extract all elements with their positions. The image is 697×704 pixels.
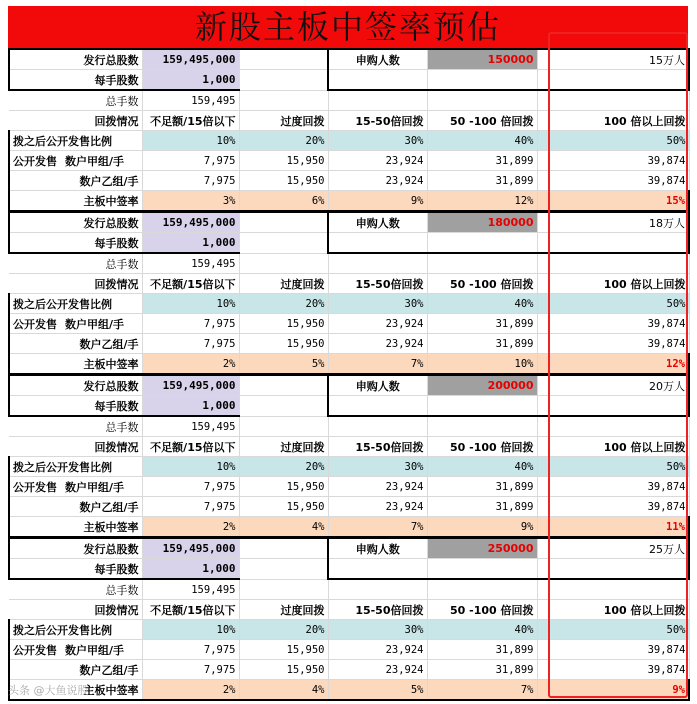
cell[interactable]: 7,975	[142, 151, 239, 171]
cell[interactable]: 39,874	[537, 314, 689, 334]
label-win-rate: 主板中签率	[9, 517, 142, 538]
cell[interactable]	[427, 396, 537, 417]
cell[interactable]	[239, 396, 328, 417]
cell[interactable]: 20%	[239, 620, 328, 640]
column-header: 不足额/15倍以下	[142, 600, 239, 620]
cell[interactable]: 39,874	[537, 640, 689, 660]
cell[interactable]	[427, 90, 537, 111]
cell[interactable]	[328, 559, 427, 580]
cell[interactable]: 31,899	[427, 660, 537, 680]
label-per-lot: 每手股数	[9, 396, 142, 417]
cell[interactable]: 7,975	[142, 660, 239, 680]
label-group-a	[9, 640, 142, 660]
label-win-rate: 主板中签率	[9, 354, 142, 375]
column-header: 不足额/15倍以下	[142, 111, 239, 131]
win-rate-cell[interactable]: 12%	[427, 191, 537, 212]
cell[interactable]: 15,950	[239, 151, 328, 171]
cell[interactable]	[239, 233, 328, 254]
cell[interactable]: 30%	[328, 620, 427, 640]
cell[interactable]	[328, 396, 427, 417]
win-rate-cell[interactable]: 10%	[427, 354, 537, 375]
label-total-lots: 总手数	[9, 416, 142, 437]
cell[interactable]: 39,874	[537, 660, 689, 680]
label-group-b: 数户乙组/手	[9, 497, 142, 517]
cell[interactable]: 31,899	[427, 497, 537, 517]
cell[interactable]: 23,924	[328, 660, 427, 680]
win-rate-cell[interactable]: 4%	[239, 517, 328, 538]
label-clawback: 回拨情况	[9, 274, 142, 294]
cell[interactable]: 40%	[427, 294, 537, 314]
per-lot-value[interactable]: 1,000	[142, 70, 239, 91]
column-header: 50 -100 倍回拨	[427, 274, 537, 294]
total-lots-value[interactable]: 159,495	[142, 253, 239, 274]
cell[interactable]: 31,899	[427, 334, 537, 354]
cell[interactable]: 50%	[537, 457, 689, 477]
label-applicants: 申购人数	[328, 375, 427, 396]
win-rate-cell[interactable]: 7%	[328, 517, 427, 538]
cell[interactable]: 20%	[239, 131, 328, 151]
label-per-lot: 每手股数	[9, 70, 142, 91]
label-post-ratio: 拨之后公开发售比例	[9, 294, 142, 314]
cell[interactable]	[427, 416, 537, 437]
total-shares-value[interactable]: 159,495,000	[142, 538, 239, 559]
label-public-offer: 公开发售	[13, 317, 57, 331]
total-shares-value[interactable]: 159,495,000	[142, 375, 239, 396]
cell[interactable]: 10%	[142, 131, 239, 151]
label-group-a-text: 数户甲组/手	[65, 643, 125, 657]
applicants-wan[interactable]: 15万人	[537, 49, 689, 70]
cell[interactable]: 15,950	[239, 497, 328, 517]
label-total-shares: 发行总股数	[9, 375, 142, 396]
total-lots-value[interactable]: 159,495	[142, 90, 239, 111]
applicants-value[interactable]: 180000	[427, 212, 537, 233]
cell[interactable]: 23,924	[328, 477, 427, 497]
cell[interactable]	[328, 253, 427, 274]
win-rate-cell[interactable]: 7%	[427, 680, 537, 701]
label-group-a-text: 数户甲组/手	[65, 154, 125, 168]
per-lot-value[interactable]: 1,000	[142, 396, 239, 417]
applicants-wan[interactable]: 18万人	[537, 212, 689, 233]
cell[interactable]	[239, 559, 328, 580]
label-clawback: 回拨情况	[9, 437, 142, 457]
label-applicants: 申购人数	[328, 538, 427, 559]
cell[interactable]	[239, 70, 328, 91]
cell[interactable]	[328, 579, 427, 600]
column-header: 15-50倍回拨	[328, 600, 427, 620]
highlight-annotation-box	[548, 32, 688, 698]
cell[interactable]	[239, 416, 328, 437]
cell[interactable]: 10%	[142, 294, 239, 314]
cell[interactable]	[427, 579, 537, 600]
win-rate-cell[interactable]: 9%	[537, 680, 689, 701]
cell[interactable]: 31,899	[427, 151, 537, 171]
cell[interactable]: 50%	[537, 294, 689, 314]
label-group-b: 数户乙组/手	[9, 334, 142, 354]
label-clawback: 回拨情况	[9, 111, 142, 131]
label-win-rate: 主板中签率	[9, 680, 142, 701]
cell[interactable]: 39,874	[537, 497, 689, 517]
cell[interactable]: 39,874	[537, 151, 689, 171]
cell[interactable]: 50%	[537, 620, 689, 640]
label-per-lot: 每手股数	[9, 559, 142, 580]
cell[interactable]: 7,975	[142, 497, 239, 517]
cell[interactable]: 31,899	[427, 314, 537, 334]
win-rate-cell[interactable]: 5%	[239, 354, 328, 375]
cell[interactable]: 15,950	[239, 640, 328, 660]
cell[interactable]: 40%	[427, 620, 537, 640]
applicants-wan[interactable]: 25万人	[537, 538, 689, 559]
label-group-a	[9, 314, 142, 334]
cell[interactable]: 7,975	[142, 314, 239, 334]
win-rate-cell[interactable]: 12%	[537, 354, 689, 375]
cell[interactable]: 39,874	[537, 477, 689, 497]
win-rate-cell[interactable]: 9%	[427, 517, 537, 538]
label-group-b: 数户乙组/手	[9, 171, 142, 191]
cell[interactable]	[328, 233, 427, 254]
label-post-ratio: 拨之后公开发售比例	[9, 457, 142, 477]
cell[interactable]: 31,899	[427, 171, 537, 191]
cell[interactable]: 7,975	[142, 640, 239, 660]
cell[interactable]	[328, 70, 427, 91]
label-total-lots: 总手数	[9, 253, 142, 274]
cell[interactable]	[328, 90, 427, 111]
label-group-b: 数户乙组/手	[9, 660, 142, 680]
label-group-a	[9, 151, 142, 171]
cell[interactable]: 23,924	[328, 314, 427, 334]
column-header: 15-50倍回拨	[328, 437, 427, 457]
win-rate-cell[interactable]: 7%	[328, 354, 427, 375]
cell[interactable]	[427, 253, 537, 274]
win-rate-cell[interactable]: 5%	[328, 680, 427, 701]
cell[interactable]: 50%	[537, 131, 689, 151]
cell[interactable]: 30%	[328, 457, 427, 477]
per-lot-value[interactable]: 1,000	[142, 559, 239, 580]
column-header: 过度回拨	[239, 111, 328, 131]
win-rate-cell[interactable]: 2%	[142, 517, 239, 538]
cell[interactable]	[239, 579, 328, 600]
label-public-offer: 公开发售	[13, 154, 57, 168]
label-total-lots: 总手数	[9, 90, 142, 111]
column-header: 过度回拨	[239, 600, 328, 620]
win-rate-cell[interactable]: 15%	[537, 191, 689, 212]
cell[interactable]	[328, 416, 427, 437]
win-rate-cell[interactable]: 2%	[142, 680, 239, 701]
label-applicants: 申购人数	[328, 212, 427, 233]
column-header: 100 倍以上回拨	[537, 437, 689, 457]
total-shares-value[interactable]: 159,495,000	[142, 212, 239, 233]
label-public-offer: 公开发售	[13, 480, 57, 494]
win-rate-cell[interactable]: 2%	[142, 354, 239, 375]
label-group-a-text: 数户甲组/手	[65, 480, 125, 494]
cell[interactable]: 7,975	[142, 477, 239, 497]
per-lot-value[interactable]: 1,000	[142, 233, 239, 254]
cell[interactable]: 23,924	[328, 497, 427, 517]
win-rate-cell[interactable]: 4%	[239, 680, 328, 701]
cell[interactable]: 40%	[427, 457, 537, 477]
win-rate-cell[interactable]: 9%	[328, 191, 427, 212]
cell[interactable]: 15,950	[239, 334, 328, 354]
column-header: 过度回拨	[239, 437, 328, 457]
label-group-a-text: 数户甲组/手	[65, 317, 125, 331]
sheet-title: 新股主板中签率预估	[8, 6, 688, 48]
cell[interactable]: 7,975	[142, 171, 239, 191]
cell[interactable]	[239, 375, 328, 396]
cell[interactable]: 39,874	[537, 171, 689, 191]
cell[interactable]: 30%	[328, 131, 427, 151]
label-total-shares: 发行总股数	[9, 538, 142, 559]
cell[interactable]: 23,924	[328, 640, 427, 660]
column-header: 不足额/15倍以下	[142, 274, 239, 294]
watermark: 头条 @大鱼说股	[8, 684, 89, 697]
label-post-ratio: 拨之后公开发售比例	[9, 131, 142, 151]
label-per-lot: 每手股数	[9, 233, 142, 254]
label-post-ratio: 拨之后公开发售比例	[9, 620, 142, 640]
column-header: 50 -100 倍回拨	[427, 111, 537, 131]
cell[interactable]	[239, 253, 328, 274]
label-applicants: 申购人数	[328, 49, 427, 70]
label-clawback: 回拨情况	[9, 600, 142, 620]
cell[interactable]: 15,950	[239, 477, 328, 497]
column-header: 100 倍以上回拨	[537, 111, 689, 131]
cell[interactable]: 39,874	[537, 334, 689, 354]
cell[interactable]	[239, 538, 328, 559]
cell[interactable]	[427, 559, 537, 580]
column-header: 15-50倍回拨	[328, 111, 427, 131]
cell[interactable]: 23,924	[328, 334, 427, 354]
column-header: 15-50倍回拨	[328, 274, 427, 294]
cell[interactable]: 20%	[239, 457, 328, 477]
total-shares-value[interactable]: 159,495,000	[142, 49, 239, 70]
column-header: 100 倍以上回拨	[537, 600, 689, 620]
cell[interactable]	[427, 233, 537, 254]
cell[interactable]: 15,950	[239, 314, 328, 334]
total-lots-value[interactable]: 159,495	[142, 416, 239, 437]
cell[interactable]	[239, 90, 328, 111]
column-header: 不足额/15倍以下	[142, 437, 239, 457]
cell[interactable]	[427, 70, 537, 91]
cell[interactable]: 23,924	[328, 171, 427, 191]
cell[interactable]: 15,950	[239, 660, 328, 680]
cell[interactable]	[239, 212, 328, 233]
cell[interactable]	[239, 49, 328, 70]
column-header: 100 倍以上回拨	[537, 274, 689, 294]
label-win-rate: 主板中签率	[9, 191, 142, 212]
cell[interactable]: 23,924	[328, 151, 427, 171]
cell[interactable]: 30%	[328, 294, 427, 314]
column-header: 50 -100 倍回拨	[427, 600, 537, 620]
total-lots-value[interactable]: 159,495	[142, 579, 239, 600]
applicants-value[interactable]: 250000	[427, 538, 537, 559]
applicants-value[interactable]: 200000	[427, 375, 537, 396]
win-rate-cell[interactable]: 3%	[142, 191, 239, 212]
cell[interactable]: 31,899	[427, 477, 537, 497]
label-public-offer: 公开发售	[13, 643, 57, 657]
cell[interactable]: 31,899	[427, 640, 537, 660]
label-total-lots: 总手数	[9, 579, 142, 600]
column-header: 50 -100 倍回拨	[427, 437, 537, 457]
label-group-a	[9, 477, 142, 497]
applicants-value[interactable]: 150000	[427, 49, 537, 70]
cell[interactable]: 40%	[427, 131, 537, 151]
win-rate-cell[interactable]: 11%	[537, 517, 689, 538]
column-header: 过度回拨	[239, 274, 328, 294]
cell[interactable]: 10%	[142, 457, 239, 477]
win-rate-cell[interactable]: 6%	[239, 191, 328, 212]
cell[interactable]: 15,950	[239, 171, 328, 191]
label-total-shares: 发行总股数	[9, 212, 142, 233]
cell[interactable]: 7,975	[142, 334, 239, 354]
applicants-wan[interactable]: 20万人	[537, 375, 689, 396]
cell[interactable]: 10%	[142, 620, 239, 640]
cell[interactable]: 20%	[239, 294, 328, 314]
label-total-shares: 发行总股数	[9, 49, 142, 70]
